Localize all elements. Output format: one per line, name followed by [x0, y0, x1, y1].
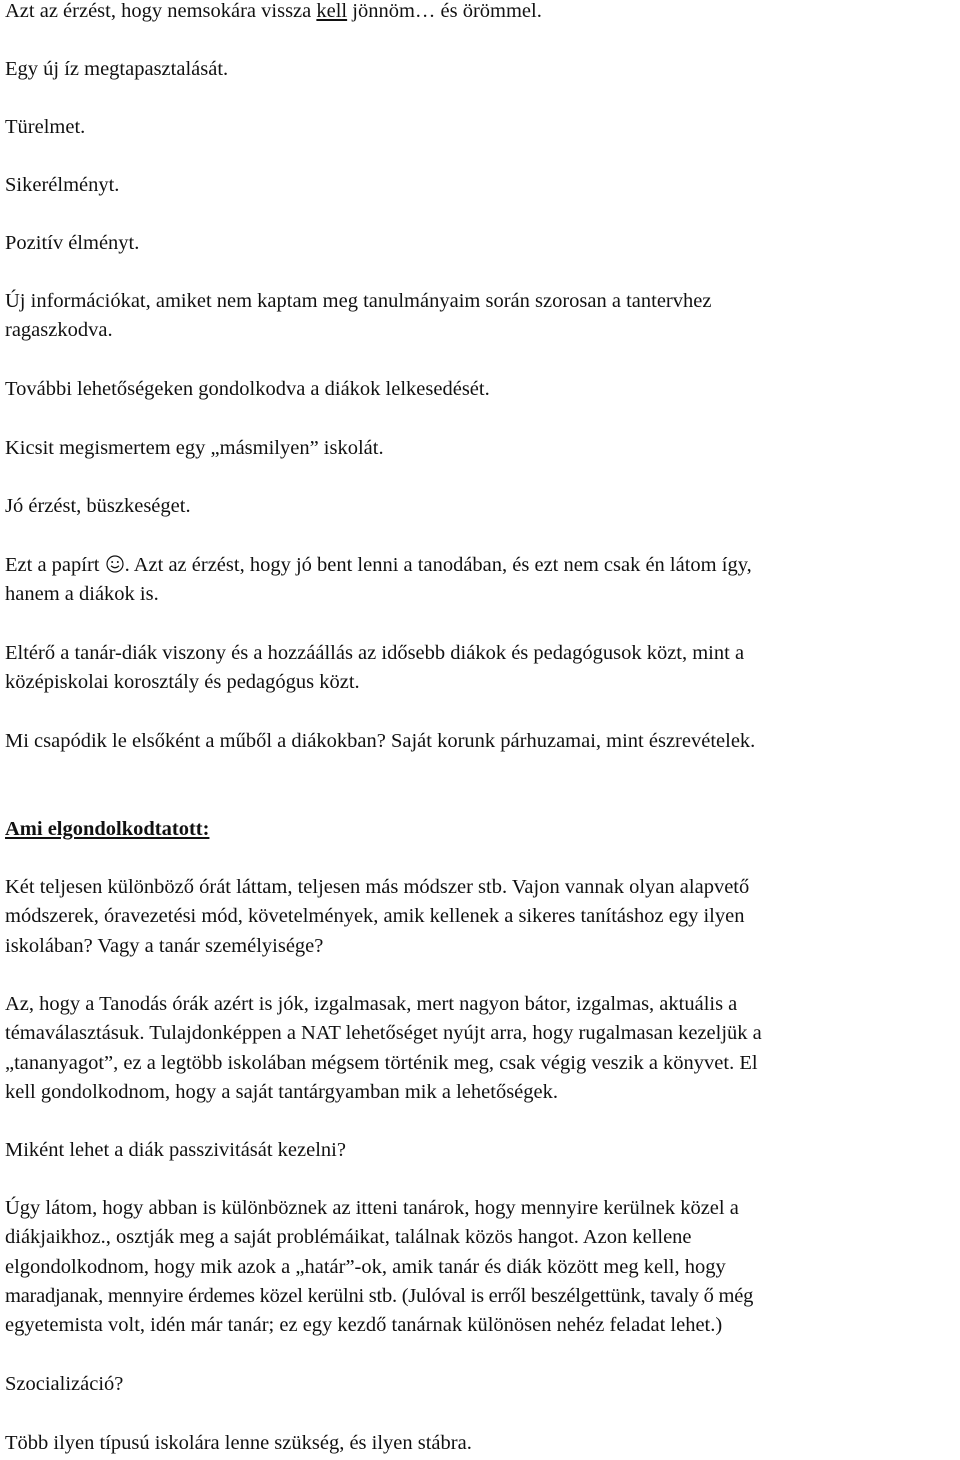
text-line: elgondolkodnom, hogy mik azok a „határ”-ok, amik tanár és diák között meg kell, hogy [5, 1255, 726, 1278]
section-heading [5, 815, 209, 844]
paragraph-15 [5, 1136, 346, 1165]
paragraph-3 [5, 113, 85, 142]
paragraph-5 [5, 229, 139, 258]
text-line: ragaszkodva. [5, 319, 113, 342]
paragraph-1 [5, 0, 542, 26]
text-line: Jó érzést, büszkeséget. [5, 495, 191, 517]
text-line: középiskolai korosztály és pedagógus közt. [5, 671, 360, 694]
smiley-face-icon [106, 555, 124, 573]
paragraph-16 [5, 1194, 753, 1340]
paragraph-18 [5, 1429, 472, 1458]
paragraph-14 [5, 990, 762, 1107]
text-line: hanem a diákok is. [5, 583, 159, 606]
text-line: Eltérő a tanár-diák viszony és a hozzáállás az idősebb diákok és pedagógusok közt, mint a [5, 642, 745, 664]
text-line: maradjanak, mennyire érdemes közel kerülni stb. (Julóval is erről beszélgettünk, tavaly ő még [5, 1284, 754, 1307]
paragraph-2 [5, 55, 228, 84]
text-line: Mi csapódik le elsőként a műből a diákokban? Saját korunk párhuzamai, mint észrevételek. [5, 730, 756, 752]
text-line: Egy új íz megtapasztalását. [5, 58, 229, 80]
text-line: Sikerélményt. [5, 174, 120, 196]
text-line: Pozitív élményt. [5, 232, 140, 254]
text-line: kell gondolkodnom, hogy a saját tantárgyamban mik a lehetőségek. [5, 1080, 558, 1103]
paragraph-7 [5, 375, 490, 404]
text-run: Ezt a papírt [5, 554, 105, 576]
paragraph-4 [5, 171, 119, 200]
paragraph-6 [5, 287, 711, 346]
paragraph-17 [5, 1370, 123, 1399]
text-line: Az, hogy a Tanodás órák azért is jók, izgalmasak, mert nagyon bátor, izgalmas, aktuális a [5, 993, 738, 1015]
text-line: Türelmet. [5, 116, 86, 138]
paragraph-13 [5, 873, 749, 961]
paragraph-9 [5, 492, 191, 521]
text-line: Új információkat, amiket nem kaptam meg tanulmányaim során szorosan a tantervhez [5, 290, 712, 312]
text-line: Szocializáció? [5, 1373, 124, 1395]
paragraph-8 [5, 434, 384, 463]
text-line: Kicsit megismertem egy „másmilyen” iskolát. [5, 437, 384, 459]
text-line: diákjaikhoz., osztják meg a saját problémáikat, találnak közös hangot. Azon kellene [5, 1226, 692, 1249]
text-line: témaválasztásuk. Tulajdonképpen a NAT lehetőséget nyújt arra, hogy rugalmasan kezeljük a [5, 1022, 762, 1045]
text-line: iskolában? Vagy a tanár személyisége? [5, 934, 324, 957]
text-line: Több ilyen típusú iskolára lenne szükség, és ilyen stábra. [5, 1432, 472, 1454]
paragraph-11 [5, 639, 744, 698]
text-run: jönnöm… és örömmel. [347, 0, 542, 22]
underlined-word: kell [316, 0, 348, 22]
text-line: További lehetőségeken gondolkodva a diákok lelkesedését. [5, 378, 490, 400]
text-line: Miként lehet a diák passzivitását kezelni? [5, 1139, 346, 1161]
text-line: Úgy látom, hogy abban is különböznek az itteni tanárok, hogy mennyire kerülnek közel a [5, 1197, 739, 1219]
text-line: Két teljesen különböző órát láttam, teljesen más módszer stb. Vajon vannak olyan alapvető [5, 876, 750, 898]
paragraph-12 [5, 727, 755, 756]
text-line: „tananyagot”, ez a legtöbb iskolában mégsem történik meg, csak végig veszik a könyvet. El [5, 1051, 758, 1074]
text-line: módszerek, óravezetési mód, követelmények, amik kellenek a sikeres tanításhoz egy ilyen [5, 905, 745, 928]
text-line [5, 551, 752, 580]
heading-text: Ami elgondolkodtatott: [5, 818, 210, 840]
text-run: . Azt az érzést, hogy jó bent lenni a tanodában, és ezt nem csak én látom így, [124, 554, 752, 576]
text-run: Azt az érzést, hogy nemsokára vissza [5, 0, 317, 22]
paragraph-10 [5, 551, 752, 610]
text-line: egyetemista volt, idén már tanár; ez egy kezdő tanárnak különösen nehéz feladat lehet.) [5, 1314, 723, 1337]
